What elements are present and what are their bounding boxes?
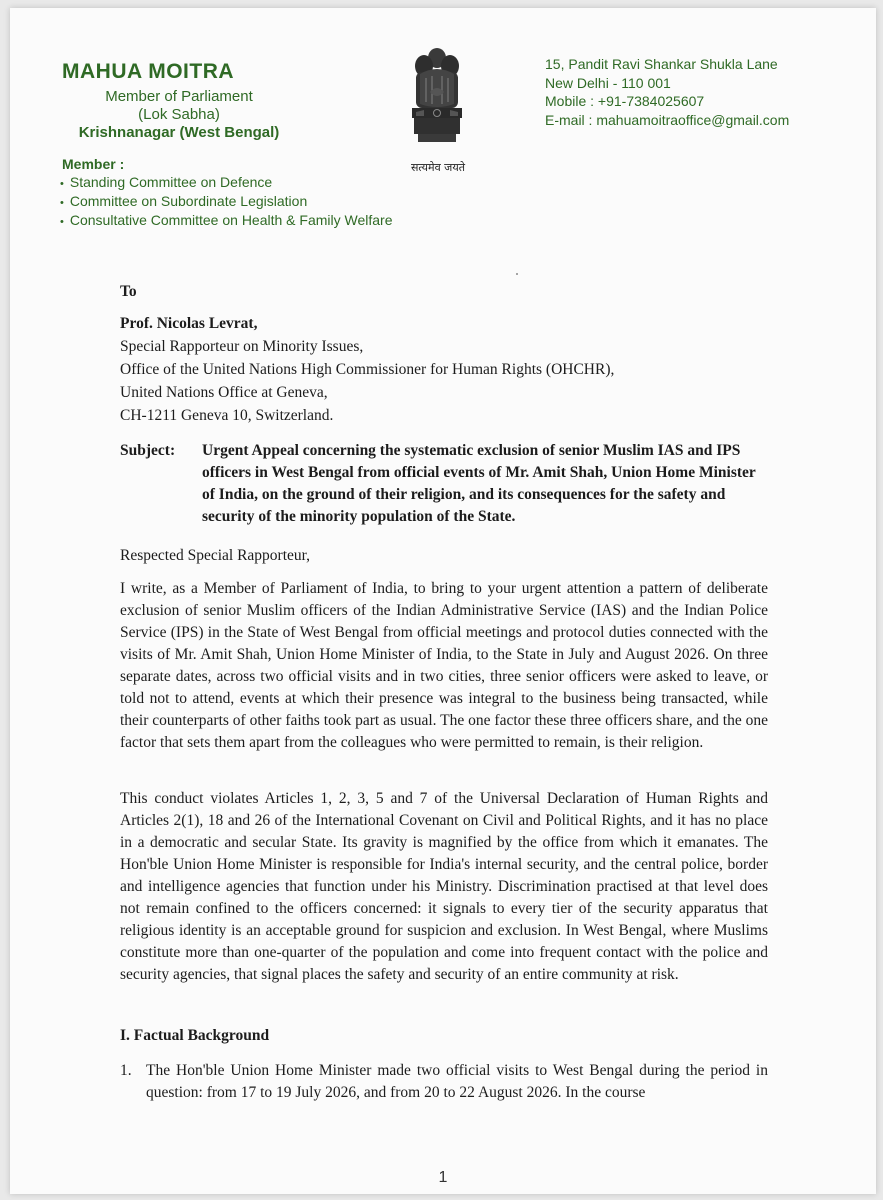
subject-label: Subject:	[120, 442, 176, 459]
to-label: To	[120, 283, 137, 300]
committee-list	[60, 174, 393, 231]
list-item-number: 1.	[120, 1062, 132, 1079]
committee-item: • Committee on Subordinate Legislation	[60, 193, 393, 212]
recipient-line: Office of the United Nations High Commissioner for Human Rights (OHCHR),	[120, 361, 615, 378]
recipient-line: United Nations Office at Geneva,	[120, 384, 328, 401]
list-item-text: The Hon'ble Union Home Minister made two official visits to West Bengal during the period in question: from 17 to 19 July 2026, and from 20 to 22 August 2026. In the course	[146, 1062, 768, 1101]
body-paragraph-1: I write, as a Member of Parliament of India, to bring to your urgent attention a pattern of deliberate exclusion of senior Muslim officers of the Indian Administrative Service (IAS) and the Indian Police Service (IPS) in the State of West Bengal from official meetings and protocol duties connected with the visits of Mr. Amit Shah, Union Home Minister of India, to the State in July and August 2026. On three separate dates, across two official visits and in two cities, three senior officers were asked to leave, or told not to attend, events at which their presence was integral to the business being transacted, while their counterparts of other faiths took part as usual. The one factor these three officers share, and the one factor that sets them apart from the colleagues who were permitted to remain, is their religion.	[120, 580, 768, 751]
sender-name: MAHUA MOITRA	[62, 60, 235, 83]
salutation: Respected Special Rapporteur,	[120, 547, 311, 564]
role-line-1: Member of Parliament	[105, 88, 253, 105]
constituency: Krishnanagar (West Bengal)	[78, 124, 280, 141]
mobile-number: Mobile : +91-7384025607	[545, 93, 705, 109]
committee-item: • Consultative Committee on Health & Family Welfare	[60, 212, 393, 231]
page-number: 1	[438, 1169, 448, 1186]
body-paragraph-2: This conduct violates Articles 1, 2, 3, 5 and 7 of the Universal Declaration of Human Rights and Articles 2(1), 18 and 26 of the International Covenant on Civil and Political Rights, and it has no place in a democratic and secular State. Its gravity is magnified by the office from which it emanates. The Hon'ble Union Home Minister is responsible for India's internal security, and the central police, border and intelligence agencies that function under his Ministry. Discrimination practised at that level does not remain confined to the officers concerned: it signals to every tier of the security apparatus that religious identity is an acceptable ground for suspicion and exclusion. In West Bengal, where Muslims constitute more than one-quarter of the population and come into frequent contact with the police and security agencies, that signal places the safety and security of an entire community at risk.	[120, 790, 768, 983]
committee-item: • Standing Committee on Defence	[60, 174, 393, 193]
email-address: E-mail : mahuamoitraoffice@gmail.com	[545, 111, 790, 128]
recipient-line: CH-1211 Geneva 10, Switzerland.	[120, 407, 334, 424]
subject-text: Urgent Appeal concerning the systematic exclusion of senior Muslim IAS and IPS officers in West Bengal from official events of Mr. Amit Shah, Union Home Minister of India, on the ground of their religion, and its consequences for the safety and security of the minority population of the State.	[202, 442, 756, 525]
section-heading: I. Factual Background	[120, 1027, 270, 1044]
sender-address	[545, 55, 789, 129]
emblem-motto: सत्यमेव जयते	[410, 161, 465, 174]
scan-speck	[516, 273, 518, 275]
address-line-2: New Delhi - 110 001	[545, 74, 671, 91]
letter-page	[10, 8, 876, 1194]
sender-designation	[64, 88, 294, 142]
member-label: Member :	[62, 156, 125, 172]
recipient-name: Prof. Nicolas Levrat,	[120, 315, 258, 332]
recipient-block	[120, 312, 614, 427]
recipient-line: Special Rapporteur on Minority Issues,	[120, 338, 364, 355]
address-line-1: 15, Pandit Ravi Shankar Shukla Lane	[545, 56, 778, 72]
role-line-2: (Lok Sabha)	[138, 106, 220, 123]
